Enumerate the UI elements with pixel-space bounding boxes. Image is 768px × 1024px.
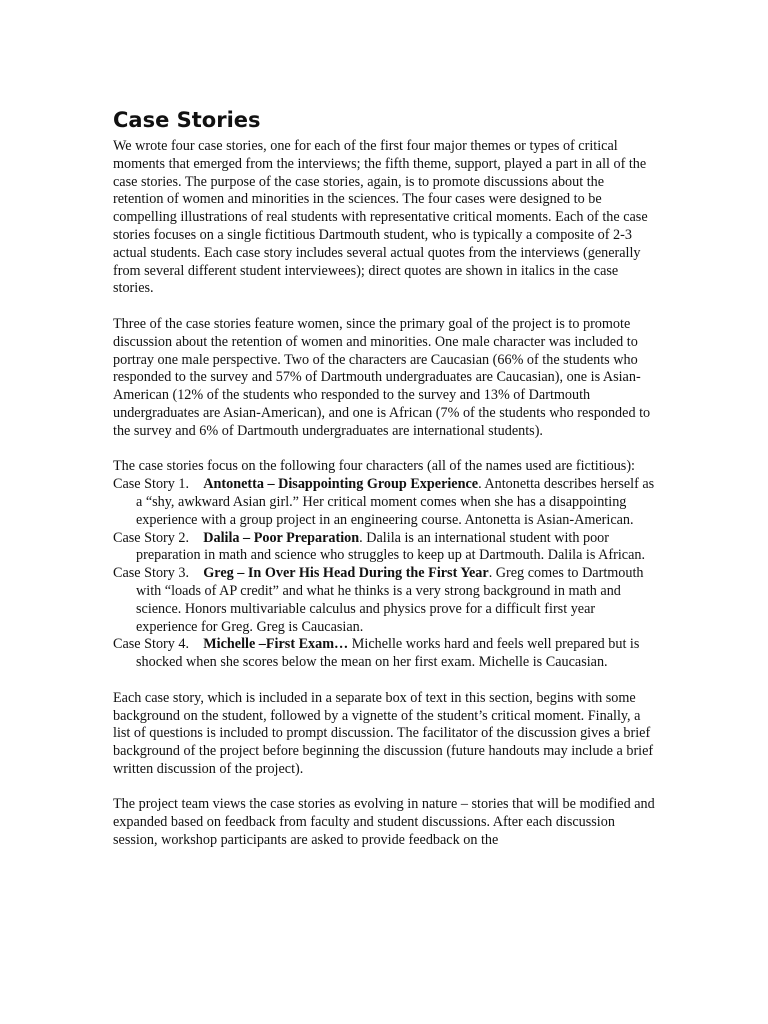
case-story-item — [113, 565, 655, 636]
case-story-text: Michelle works hard and feels well prepared but is shocked when she scores below the mean on her first exam. Michelle is Caucasian. — [136, 636, 640, 671]
paragraph-evolving: The project team views the case stories as evolving in nature – stories that will be modified and expanded based on feedback from faculty and student discussions. After each discussion session, workshop participants are asked to provide feedback on the — [113, 796, 655, 849]
paragraph-intro: We wrote four case stories, one for each of the first four major themes or types of critical moments that emerged from the interviews; the fifth theme, support, played a part in all of the case stories. The purpose of the case stories, again, is to promote discussions about the retention of women and minorities in the sciences. The four cases were designed to be compelling illustrations of real students with representative critical moments. Each of the case stories focuses on a single fictitious Dartmouth student, who is typically a composite of 2-3 actual students. Each case story includes several actual quotes from the interviews (generally from several different student interviewees); direct quotes are shown in italics in the case stories. — [113, 138, 648, 297]
case-story-title: Greg – In Over His Head During the First Year — [203, 565, 489, 582]
case-story-label: Case Story 1. — [113, 476, 190, 493]
case-story-title: Michelle –First Exam… — [203, 636, 349, 653]
case-story-item — [113, 530, 655, 566]
case-story-label: Case Story 2. — [113, 529, 190, 546]
page-title: Case Stories — [113, 108, 261, 132]
case-story-label: Case Story 3. — [113, 565, 190, 582]
case-story-label: Case Story 4. — [113, 636, 190, 653]
document-body — [113, 106, 655, 850]
case-story-list — [113, 476, 655, 672]
paragraph-demographics: Three of the case stories feature women, since the primary goal of the project is to promote discussion about the retention of women and minorities. One male character was included to portray one male perspective. Two of the characters are Caucasian (66% of the students who responded to the survey and 57% of Dartmouth undergraduates are Caucasian), one is Asian-American (12% of the students who responded to the survey and 13% of Dartmouth undergraduates are Asian-American), and one is African (7% of the students who responded to the survey and 6% of Dartmouth undergraduates are international students). — [113, 315, 651, 439]
case-story-item — [113, 476, 655, 529]
case-story-item — [113, 636, 655, 672]
case-story-title: Antonetta – Disappointing Group Experience — [203, 476, 479, 493]
case-story-title: Dalila – Poor Preparation — [203, 529, 360, 546]
case-story-text: . Greg comes to Dartmouth with “loads of AP credit” and what he thinks is a very strong background in math and science. Honors multivariable calculus and physics prove for a difficult first year experience for Greg. Greg is Caucasian. — [136, 565, 644, 635]
case-story-text: . Antonetta describes herself as a “shy, awkward Asian girl.” Her critical moment comes when she has a disappointing experience with a group project in an engineering course. Antonetta is Asian-American. — [136, 476, 655, 528]
paragraph-structure: Each case story, which is included in a separate box of text in this section, begins with some background on the student, followed by a vignette of the student’s critical moment. Finally, a list of questions is included to prompt discussion. The facilitator of the discussion gives a brief background of the project before beginning the discussion (future handouts may include a brief written discussion of the project). — [113, 689, 654, 777]
case-story-text: . Dalila is an international student with poor preparation in math and science who struggles to keep up at Dartmouth. Dalila is African. — [136, 529, 646, 564]
paragraph-characters-intro: The case stories focus on the following four characters (all of the names used are fictitious): — [113, 458, 635, 475]
